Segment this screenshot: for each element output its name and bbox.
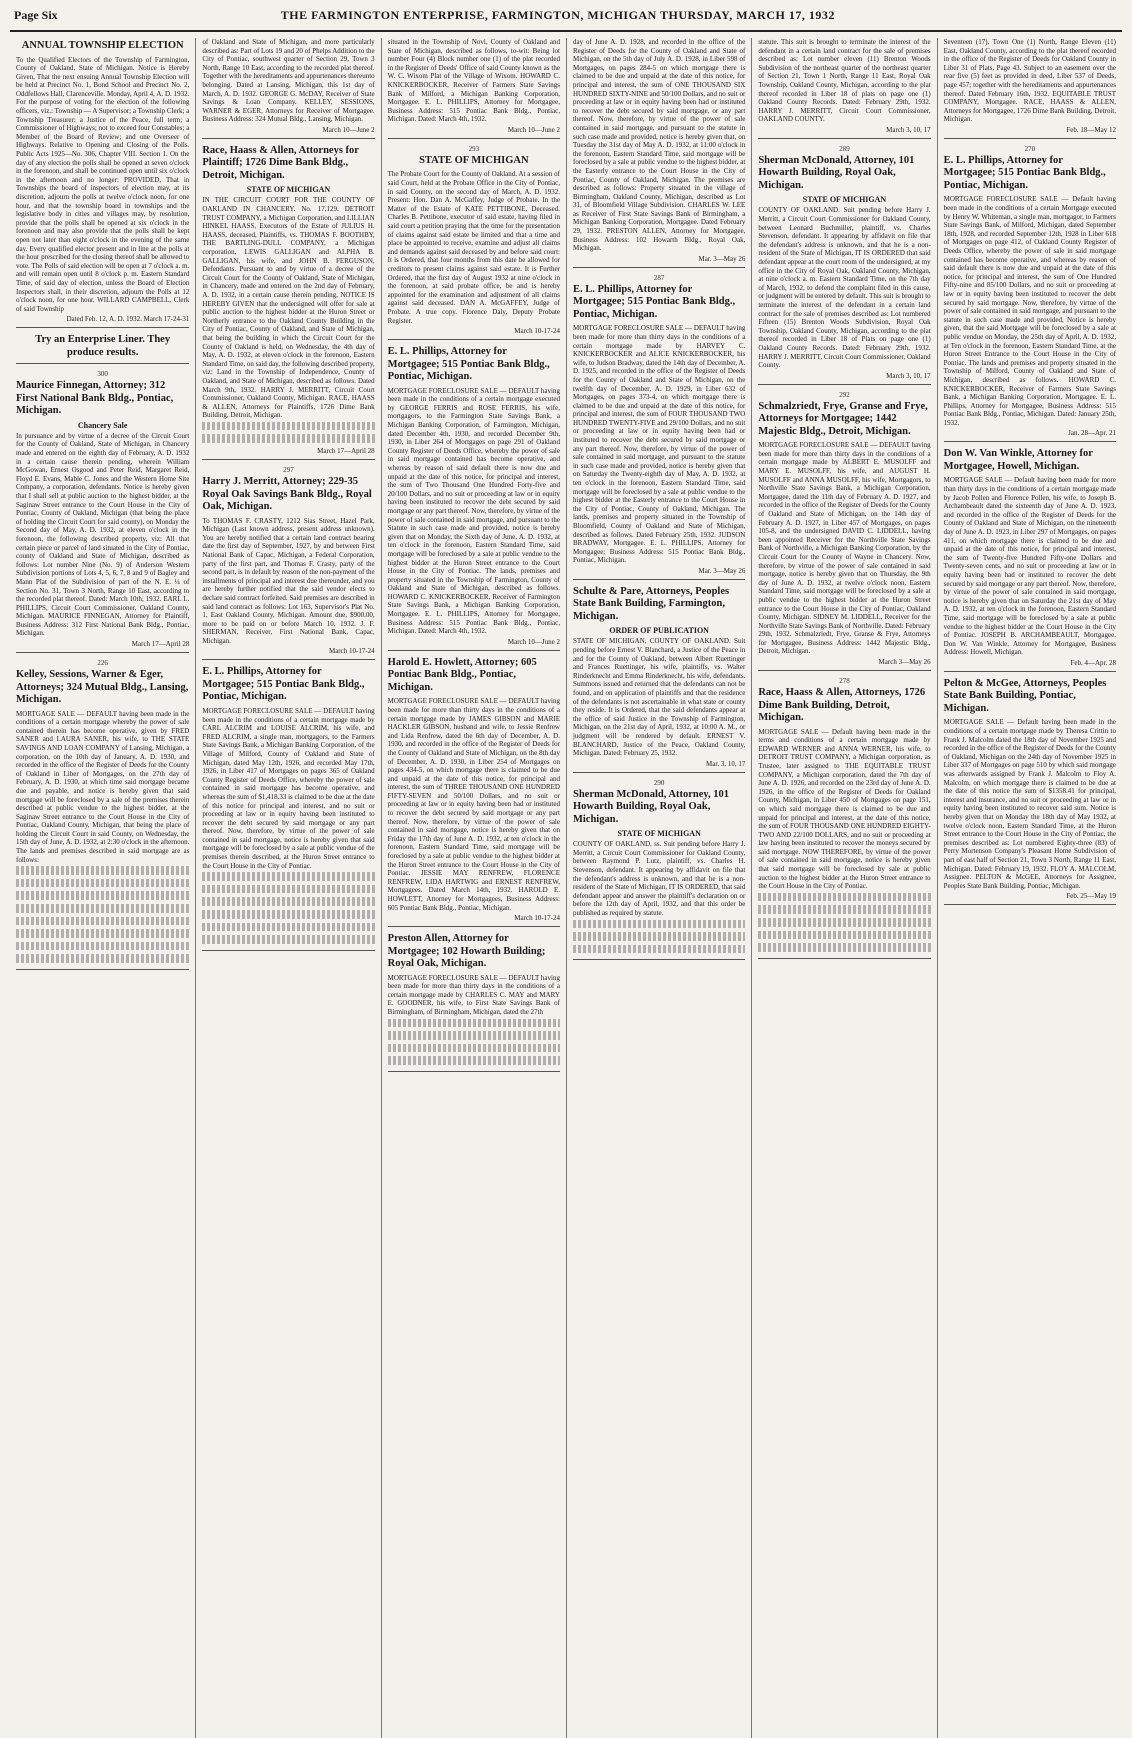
column-4 [566,38,751,1738]
notice-divider [202,459,374,460]
illegible-text-line [16,877,189,890]
notice-divider [16,327,189,328]
notice-body: MORTGAGE FORECLOSURE SALE — DEFAULT having been made for more than thirty days in the conditions of a certain mortgage made by JAMES GIBSON and MARIE HACKLER GIBSON, husband and wife, to Jessie Renfrew and Lida Renfrew, dated the 6th day of December, A. D. 1930, and recorded in the office of the Register of Deeds for the County of Oakland and State of Michigan, on the 8th day of December, A. D. 1930, in Liber 254 of Mortgages on pages 434-5, on which mortgage there is claimed to be due and unpaid at the date of this notice, for principal and interest, the sum of THREE THOUSAND ONE HUNDRED FIFTY-SEVEN and 50/100 Dollars, and no suit or proceeding at law or in equity having been had or instituted to recover the debt secured by said mortgage or any part thereof. Now, therefore, by virtue of the power of sale contained in said mortgage, notice is hereby given that on Friday the 17th day of June A. D. 1932, at ten o'clock in the forenoon, Eastern Standard Time, said mortgage will be foreclosed by a sale at public vendue to the highest bidder at the Huron Street entrance to the Court House in the City of Pontiac. JESSIE MAY RENFREW, FLORENCE RENFREW, LIDA HARTWIG and ERNEST RENFREW, Mortgagees. Dated March 14th, 1932. HAROLD E. HOWLETT, Attorney for Mortgagees, Business Address: 605 Pontiac Bank Bldg., Pontiac, Michigan. [387,697,560,912]
illegible-text-line [388,1029,560,1042]
notice-heading: Pelton & McGee, Attorneys, Peoples State Bank Building, Pontiac, Michigan. [943,677,1107,714]
notice-body: Seventeen (17), Town One (1) North, Range Eleven (11) East, Oakland County, according to the plat thereof recorded in the office of the Register of Deeds for Oakland County in Liber 31 of Plats, Page 43. Subject to an easement over the rear five (5) feet as provided in deed, Liber 537 of Deeds, page 457; together with the hereditaments and appurtenances thereof. Dated February 16th, 1932. EQUITABLE TRUST COMPANY, Mortgagee. RACE, HAASS & ALLEN, Attorneys for Mortgagee, 1726 Dime Bank Building, Detroit, Michigan. [943,38,1116,124]
notice-number: 287 [653,273,665,282]
legal-notice [573,38,745,268]
notice-run-dates: March 10-17-24 [514,327,560,336]
illegible-text-line [758,916,930,929]
notice-run-dates: March 3, 10, 17 [886,371,931,380]
legal-notice [388,657,560,927]
notice-subheading: ORDER OF PUBLICATION [609,626,709,636]
illegible-text-line [202,895,374,908]
illegible-text-line [758,929,930,942]
illegible-text-line [16,952,189,965]
notice-heading: Don W. Van Winkle, Attorney for Mortgagee, Howell, Michigan. [943,448,1093,472]
notice-subheading: STATE OF MICHIGAN [802,195,887,205]
notice-run-dates: Jan. 28—Apr. 21 [1068,429,1116,438]
illegible-text-line [202,908,374,921]
legal-notice [16,40,189,328]
legal-notice [944,448,1116,671]
notice-run-dates: Feb. 4—Apr. 28 [1070,658,1116,667]
legal-notice [202,145,374,460]
notice-heading: Kelley, Sessions, Warner & Eger, Attorneys; 324 Mutual Bldg., Lansing, Michigan. [16,669,189,706]
notice-run-dates: Mar. 3—May 26 [698,254,746,263]
illegible-text-line [16,864,189,877]
notice-subheading: STATE OF MICHIGAN [246,185,331,195]
notice-heading: E. L. Phillips, Attorney for Mortgagee; 515 Pontiac Bank Bldg., Pontiac, Michigan. [943,154,1106,191]
legal-notice [758,677,930,959]
notice-body: MORTGAGE SALE — Default having been made in the terms and conditions of a certain mortgage made by EDWARD WERNER and ANNA WERNER, his wife, to DETROIT TRUST COMPANY, a Michigan corporation, as Trustee, later assigned to THE EQUITABLE TRUST COMPANY, a Michigan corporation, dated the 7th day of June A. D. 1926, and recorded on the 23rd day of June A. D. 1926, in the office of the Register of Deeds for Oakland County, Michigan, in Liber 450 of Mortgages on page 151, on which said mortgage there is claimed to be due and unpaid for principal and interest, at the date of this notice, the sum of FOUR THOUSAND ONE HUNDRED EIGHTY-TWO AND 22/100 DOLLARS, and no suit or proceeding at law having been instituted to recover the moneys secured by said mortgage. NOW THEREFORE, by virtue of the power of sale contained in said mortgage, notice is hereby given that said mortgage will be foreclosed by sale at public auction to the highest bidder at the Huron Street entrance to the Court House in the City of Pontiac. [758,727,931,891]
notice-number: 290 [653,778,665,787]
illegible-text-line [573,943,745,956]
legal-notice [202,666,374,950]
notice-body: IN THE CIRCUIT COURT FOR THE COUNTY OF OAKLAND IN CHANCERY. No. 17,129. DETROIT TRUST COMPANY, a Michigan Corporation, and LILLIAN HINKEL HAASS, Executors of the Estate of JULIUS H. HAASS, deceased, Plaintiffs, vs. THOMAS F. BOOTHBY, THE BARTLING-DULL COMPANY, a Michigan corporation, LEWIS GALLIGAN and ALPHA B. GALLIGAN, his wife, and JOHN B. FERGUSON, Defendants. Pursuant to and by virtue of a decree of the Circuit Court for the County of Oakland, State of Michigan, in Chancery, made and entered on the 2nd day of February, A. D. 1932, in a certain cause therein pending, NOTICE IS HEREBY GIVEN that the undersigned will offer for sale at public auction to the highest bidder at the Huron Street or Northerly entrance to the Oakland County Building in the City of Pontiac, County of Oakland, and State of Michigan, that being the building in which the Circuit Court for the County of Oakland is held, on Wednesday, the 4th day of May, A. D. 1932, at eleven o'clock in the forenoon, Eastern Standard Time, on said day, the following described property, viz: Land in the Township of Independence, County of Oakland, and State of Michigan, described as follows. Dated March 9th, 1932. HARRY J. MERRITT, Circuit Court Commissioner, Oakland County, Michigan. RACE, HAASS & ALLEN, Attorneys for Plaintiffs, 1726 Dime Bank Building, Detroit, Michigan. [202,196,375,420]
notice-subheading: Chancery Sale [77,420,128,430]
notice-body: MORTGAGE SALE — DEFAULT having been made in the conditions of a certain mortgage whereby the power of sale contained therein has become operative, given by FRED SANER and LAURA SANER, his wife, to THE STATE SAVINGS AND LOAN COMPANY of Lansing, Michigan, a corporation, on the 10th day of January, A. D. 1930, and recorded in the office of the Register of Deeds for the County of Oakland in Liber of Mortgages, on the 27th day of February, A. D. 1930, at which time said mortgage became due and payable, and notice is hereby given that said mortgage will be foreclosed by a sale of the premises therein described at public vendue to the highest bidder, at the Saginaw Street entrance to the Court House in the City of Pontiac, Oakland County, Michigan, that being the place of holding the Circuit Court in said County, on Wednesday, the 15th day of June, A. D. 1932, at 2:30 o'clock in the afternoon. The lands and premises described in said mortgage are as follows: [16,709,190,864]
illegible-text-line [202,933,374,946]
newspaper-banner: THE FARMINGTON ENTERPRISE, FARMINGTON, MICHIGAN THURSDAY, MARCH 17, 1932 [280,8,835,22]
notice-divider [388,1071,560,1072]
notice-number: 226 [97,659,108,668]
notice-body: The Probate Court for the County of Oakland. At a session of said Court, held at the Probate Office in the City of Pontiac, in said County, on the second day of March, A. D. 1932. Present: Hon. Dan A. McGaffey, Judge of Probate. In the Matter of the Estate of KATE PETTIBONE, Deceased. Charles B. Pettibone, executor of said estate, having filed in said court a petition praying that the time for the presentation of claims against said estate be limited and that a time and place be appointed to receive, examine and adjust all claims and demands against said deceased by and before said court: It is Ordered, that four months from this date be allowed for creditors to present claims against said estate. It is Further Ordered, that the first day of August 1932 at nine o'clock in the forenoon, at said probate office, be and is hereby appointed for the examination and adjustment of all claims against said deceased. DAN A. McGAFFEY, Judge of Probate. A true copy. Florence Daly, Deputy Probate Register. [387,170,560,325]
notice-run-dates: Dated Feb. 12, A. D. 1932. March 17-24-31 [66,315,190,324]
illegible-text-line [16,889,189,902]
legal-notice [16,370,189,653]
notice-divider [16,969,189,970]
notice-run-dates: Mar. 3—May 26 [698,566,746,575]
legal-notice [388,38,560,139]
notice-divider [944,904,1116,905]
notice-body: MORTGAGE FORECLOSURE SALE — DEFAULT having been made in the conditions of a certain mortgage executed by GEORGE FERRIS and ROSE FERRIS, his wife, mortgagors, to the Farmington State Savings Bank, a Michigan Banking Corporation, of Farmington, Michigan, dated December 4th, 1930, and recorded December 9th, 1930, in Liber 264 of Mortgages on page 291 of Oakland County Register of Deeds Office, whereby the power of sale in said mortgage contained has become operative, and whereas by reason of said default there is now due and unpaid at the date of this notice, for principal and interest, the sum of Two Thousand One Hundred Forty-five and 20/100 Dollars, and no suit or proceeding at law or in equity having been instituted to recover the debt secured by said mortgage or any part thereof. Now, therefore, by virtue of the power of sale contained in said mortgage, and pursuant to the Statute in such case made and provided, notice is hereby given that on Monday, the Sixth day of June, A. D. 1932, at ten o'clock in the forenoon, Eastern Standard Time, said mortgage will be foreclosed by a sale at public vendue to the highest bidder at the Huron Street entrance to the Court House in the City of Pontiac. The lands, premises and property situated in the Township of Farmington, County of Oakland and State of Michigan, described as follows. HOWARD C. KNICKERBOCKER, Receiver of Farmington State Savings Bank, a Michigan Banking Corporation, Mortgagee. E. L. PHILLIPS, Attorney for Mortgagee, Business Address: 515 Pontiac Bank Bldg., Pontiac, Michigan. Dated: March 4th, 1932. [387,386,560,636]
legal-notice [388,933,560,1072]
notice-run-dates: March 17—April 28 [317,447,375,456]
legal-notice [16,334,189,364]
notice-number: 270 [1024,144,1036,153]
legal-notice [758,391,930,671]
notice-heading: Schmalzriedt, Frye, Granse and Frye, Attorneys for Mortgagee; 1442 Majestic Bldg., Detroit, Michigan. [758,400,928,437]
notice-divider [202,950,374,951]
notice-body: COUNTY OF OAKLAND, ss. Suit pending before Harry J. Merritt, a Circuit Court Commissioner for Oakland County, between Raymond P. Lutz, plaintiff, vs. Charles H. Stevenson, defendant. It appearing by affidavit on file that the defendant's address is unknown, and that he is a non-resident of the State of Michigan, IT IS ORDERED, that said defendant appear and answer the plaintiff's declaration on or before the 12th day of April, 1932, and that this order be published as required by statute. [572,840,746,918]
notice-divider [573,579,745,580]
page-masthead [10,6,1122,32]
legal-notice [573,274,745,580]
notice-number: 289 [839,144,850,153]
notice-divider [388,650,560,651]
notice-divider [573,267,745,268]
illegible-text-line [573,918,745,931]
notice-divider [573,959,745,960]
notice-heading: E. L. Phillips, Attorney for Mortgagee; 515 Pontiac Bank Bldg., Pontiac, Michigan. [387,346,550,383]
notice-heading: ANNUAL TOWNSHIP ELECTION [21,40,184,51]
notice-divider [16,363,189,364]
illegible-text-line [16,927,189,940]
legal-notice [388,346,560,651]
notice-body: MORTGAGE FORECLOSURE SALE — DEFAULT having been made in the conditions of a certain mortgage made by CARL ALCRIM and LOUISE ALCRIM, his wife, and FRED ALCRIM, a single man, mortgagors, to the Farmers State Savings Bank, a Michigan Banking Corporation, of the Village of Milford, County of Oakland and State of Michigan, dated May 12th, 1926, and recorded May 17th, 1926, in Liber 417 of Mortgages on pages 365 of Oakland County Register of Deeds Office, whereby the power of sale contained in said mortgage has become operative, and whereas the sum of $1,418.33 is claimed to be due at the date of this notice for principal and interest, and no suit or proceeding at law or in equity having been instituted to recover the debt secured by said mortgage or any part thereof. Now, therefore, by virtue of the power of sale contained in said mortgage, notice is hereby given that said mortgage will be foreclosed by a sale at public vendue of the premises therein described, at the Huron Street entrance to the Court House in the City of Pontiac. [202,706,375,870]
illegible-text-line [758,891,930,904]
notice-divider [944,671,1116,672]
notice-heading: Schulte & Pare, Attorneys, Peoples State Bank Building, Farmington, Michigan. [572,585,730,622]
notice-run-dates: March 17—April 28 [131,640,190,649]
notice-body: statute. This suit is brought to terminate the interest of the defendant in a certain land contract for the sale of premises described as: Lot number eleven (11) Brenton Woods Subdivision of the northeast quarter of the northeast quarter of Section 21, Town 1 North, Range 11 East, Royal Oak Township, Oakland County, Michigan, according to the plat thereof recorded in Liber 18 of plats on page one (1) Oakland County Records. Dated: February 29th, 1932. HARRY J. MERRITT, Circuit Court Commissioner, OAKLAND COUNTY. [758,38,931,124]
column-2 [195,38,380,1738]
notice-divider [944,138,1116,139]
notice-number: 297 [283,466,294,475]
legal-notice [573,586,745,773]
notice-divider [944,441,1116,442]
notice-body: of Oakland and State of Michigan, and more particularly described as: Part of Lots 19 and 20 of Phelps Addition to the City of Pontiac, southwest quarter of Section 29, Town 3 North, Range 10 East, according to the recorded plat thereof. Together with the hereditaments and appurtenances thereunto belonging. Dated at Lansing, Michigan, this 1st day of March, A. D. 1932. GEORGE G. McDAY, Receiver of State Savings & Loan Company. KELLEY, SESSIONS, WARNER & EGER, Attorneys for Receiver of Mortgagee. Business Address: 324 Mutual Bldg., Lansing, Michigan. [202,38,375,124]
notice-number: 293 [468,144,480,153]
notice-heading: STATE OF MICHIGAN [419,154,529,166]
notice-heading: Maurice Finnegan, Attorney; 312 First National Bank Bldg., Pontiac, Michigan. [16,380,174,417]
notice-divider [388,138,560,139]
notice-divider [758,958,930,959]
legal-notice [202,38,374,139]
column-3 [381,38,566,1738]
notice-body: MORTGAGE SALE — Default having been made for more than thirty days in the conditions of a certain mortgage made by Jacob Pollen and Florence Pollen, his wife, to Joseph B. Archambeault dated the sixteenth day of June A. D. 1923, and recorded in the office of the Register of Deeds for the County of Oakland and State of Michigan, on the nineteenth day of June A. D. 1923, in Liber 297 of Mortgages, on pages 411, on which mortgage there is claimed to be due and unpaid at the date of this notice, for principal and interest, the sum of Twenty-five Hundred Fifty-one Dollars and Twenty-seven cents, and no suit or proceeding at law or in equity having been had or instituted to recover the debt secured by said mortgage or any part thereof. Now, therefore, by virtue of the power of sale contained in said mortgage, notice is hereby given that on Saturday the 21st day of May A. D. 1932, at ten o'clock in the forenoon, Eastern Standard Time, said mortgage will be foreclosed by a sale at public vendue to the highest bidder at the Court House in the City of Pontiac. JOSEPH B. ARCHAMBEAULT, Mortgagee. Don W. Van Winkle, Attorney for Mortgagee, Business Address: Howell, Michigan. [943,476,1116,657]
notice-body: In pursuance and by virtue of a decree of the Circuit Court for the County of Oakland, State of Michigan, in Chancery made and entered on the eighth day of February, A. D. 1932 in a certain cause therein pending, wherein William McGowan, Ernest Osgood and Peter Reid, Margaret Reid, Floyd E. Evans, Mable C. Jones and the Western Home Site Company, a corporation, defendants. Notice is hereby given that I shall sell at public auction to the highest bidder, at the Saginaw Street entrance to the Court House in the City of Pontiac, County of Oakland, Michigan (that being the place of holding the Circuit Court for said county), on Monday the Second day of May, A. D. 1932, at eleven o'clock in the forenoon, the following described property, viz: All that certain piece or parcel of land situated in the City of Pontiac, county of Oakland and State of Michigan, described as follows: Lot number Nine (No. 9) of Anderson Western Subdivision portions of Lots 4, 5, 6, 7, 8 and 9 of Bagley and Mann Plat of the Subdivision of part of the N. E. ¼ of Section No. 31, Town 3 North, Range 10 East, according to the recorded plat thereof. Dated: March 10th, 1932. EARL L. PHILLIPS, Circuit Court Commissioner, Oakland County, Michigan. MAURICE FINNEGAN, Attorney for Plaintiff, Business Address: 312 First National Bank Bldg., Pontiac, Michigan. [16,431,190,638]
illegible-text-line [573,930,745,943]
illegible-text-line [202,420,374,433]
notice-run-dates: March 10-17-24 [328,647,375,656]
illegible-text-line [202,870,374,883]
legal-notice [573,779,745,961]
notice-heading: Race, Haass & Allen, Attorneys, 1726 Dime Bank Building, Detroit, Michigan. [758,687,926,724]
legal-notice [944,678,1116,905]
notice-divider [758,138,930,139]
notice-number: 300 [97,370,108,379]
legal-notice [202,466,374,660]
illegible-text-line [388,1017,560,1030]
notice-heading: Harold E. Howlett, Attorney; 605 Pontiac Bank Bldg., Pontiac, Michigan. [387,656,537,693]
notice-run-dates: March 3, 10, 17 [886,125,931,134]
illegible-text-line [202,921,374,934]
legal-notice [758,145,930,385]
notice-run-dates: Feb. 18—May 12 [1066,125,1116,134]
notice-divider [758,384,930,385]
notice-number: 292 [839,390,850,399]
column-5 [751,38,936,1738]
notice-run-dates: March 10-17-24 [514,914,560,923]
illegible-text-line [16,915,189,928]
page-number: Page Six [14,8,58,22]
notice-run-dates: March 10—June 2 [507,125,560,134]
notice-heading: Race, Haass & Allen, Attorneys for Plaintiff; 1726 Dime Bank Bldg., Detroit, Michigan. [202,144,359,181]
illegible-text-line [388,1054,560,1067]
illegible-text-line [16,940,189,953]
notice-run-dates: March 10—June 2 [507,637,560,646]
notice-body: STATE OF MICHIGAN, COUNTY OF OAKLAND. Suit pending before Ernest V. Blanchard, a Justice of the Peace in and for the County of Oakland, between Albert Ruettinger and Frances Ruettinger, his wife, plaintiffs, vs. Walter Rinderknecht and Emma Rinderknecht, his wife, defendants. Summons issued and returned that the defendants can not be found, and on application of plaintiffs and that the residence of the defendants is not ascertainable in what state or county they reside. It is Ordered, that the said defendants appear at the office of said Justice in the Township of Farmington, Michigan, on the 21st day of April, 1932, at 10:00 A. M., or judgment will be rendered by default. ERNEST V. BLANCHARD, Justice of the Peace, Oakland County, Michigan. Dated: February 25, 1932. [572,637,746,758]
notice-body: COUNTY OF OAKLAND. Suit pending before Harry J. Merritt, a Circuit Court Commissioner for Oakland County, between Leonard Buchmiller, plaintiff, vs. Charles Stevenson, defendant. It appearing by affidavit on file that the defendant's address is unknown, and that he is a non-resident of the State of Michigan, IT IS ORDERED that said defendant appear at the court room of the undersigned, at my office in the City of Royal Oak, Oakland County, Michigan, at nine o'clock a. m. Eastern Standard Time, on the 7th day of March, 1932, to defend the complaint filed in this cause, or judgment will be entered by default. This suit is brought to terminate the interest of the defendant in a certain land contract for the sale of premises described as: Lot numbered Fifteen (15) Brenton Woods Subdivision, Royal Oak Township, Oakland County, Michigan, according to the plat thereof recorded in Liber 18 of Plats on page one (1) Oakland County Records. Dated: February 29th, 1932. HARRY J. MERRITT, Circuit Court Commissioner, Oakland County. [758,206,931,370]
notice-body: To THOMAS F. CRASTY, 1212 Sias Street, Hazel Park, Michigan (Last known address, present address unknown). You are hereby notified that a certain land contract bearing date the first day of September, 1927, by and between First National Bank of Capac, Michigan, a Federal Corporation, party of the first part, and Thomas F. Crasty, party of the second part, is in default by reason of the non-payment of the installments of principal and interest due thereunder, and you are hereby further notified that the said vendor elects to declare said contract forfeited. Said premises are described in said land contract as follows: Lot 163, Supervisor's Plat No. 1, East Oakland County, Michigan. Amount due, $900.00, more to be paid on or before March 10, 1932. J. F. SHERMAN, Receiver, First National Bank, Capac, Michigan. [202,516,375,645]
notice-run-dates: March 10—June 2 [322,125,375,134]
notice-heading: Harry J. Merritt, Attorney; 229-35 Royal Oak Savings Bank Bldg., Royal Oak, Michigan. [202,476,372,513]
notice-body: MORTGAGE FORECLOSURE SALE — DEFAULT having been made for more than thirty days in the conditions of a certain mortgage made by HARVEY C. KNICKERBOCKER and ALICE KNICKERBOCKER, his wife, to Judson Bradway, dated the 14th day of December, A. D. 1925, and recorded in the office of the Register of Deeds for the County of Oakland and State of Michigan, on the twelfth day of December, A. D. 1929, in Liber 632 of Mortgages, on pages 373-4, on which mortgage there is claimed to be due and unpaid at the date of this notice, for principal and interest, the sum of FOUR THOUSAND TWO HUNDRED TWENTY-FIVE and 29/100 Dollars, and no suit or proceeding at law or in equity having been had or instituted to recover the debt secured by said mortgage or any part thereof. Now, therefore, by virtue of the power of sale contained in said mortgage, and pursuant to the statute in such case made and provided, notice is hereby given that on Saturday the Twenty-eighth day of May, A. D. 1932, at ten o'clock in the forenoon, Eastern Standard Time, said mortgage will be foreclosed by a sale at public vendue to the highest bidder at the Easterly entrance to the Court House in the City of Pontiac, County of Oakland, Michigan. The lands, premises and property situated in the Township of Bloomfield, County of Oakland and State of Michigan, described as follows. Dated February 25th, 1932. JUDSON BRADWAY, Mortgagee. E. L. PHILLIPS, Attorney for Mortgagee; Business Address: 515 Pontiac Bank Bldg., Pontiac, Michigan. [572,324,746,565]
notice-run-dates: March 3—May 26 [878,658,931,667]
illegible-text-line [388,1042,560,1055]
notice-body: MORTGAGE SALE — Default having been made in the conditions of a certain mortgage made by Theresa Crittin to Frank J. Malcolm dated the 18th day of November 1925 and recorded in the office of the Register of Deeds for the County of Oakland, Michigan on the 24th day of November 1925 in Liber 337 of Mortgages on page 510 by which said mortgage was afterwards assigned by Frank J. Malcolm to Floy A. Malcolm, on which mortgage there is claimed to be due at the date of this notice the sum of $1358.41 for principal, interest and insurance, and no suit or proceeding at law or in equity having been instituted to recover said sum. Notice is hereby given that on Monday the 18th day of May 1932, at twelve o'clock noon, Eastern Standard Time, at the Huron Street entrance to the Court House in the City of Pontiac, the premises described as: Lot numbered Eighty-three (83) of Perry Mortenson Company's Pleasant Home Subdivision of part of east half of Section 21, Town 3 North, Range 11 East, Michigan. Dated: February 19, 1932. FLOY A. MALCOLM, Assignee. PELTON & McGEE, Attorneys for Assignee, Peoples State Bank Building, Pontiac, Michigan. [943,718,1116,890]
legal-notice [758,38,930,139]
notice-divider [202,659,374,660]
notice-run-dates: Feb. 25—May 19 [1066,892,1116,901]
notice-divider [573,772,745,773]
notice-heading: Sherman McDonald, Attorney, 101 Howarth Building, Royal Oak, Michigan. [572,788,730,825]
notice-heading: Preston Allen, Attorney for Mortgagee; 102 Howarth Building; Royal Oak, Michigan. [387,933,546,970]
legal-notice [388,145,560,340]
illegible-text-line [202,883,374,896]
notice-divider [758,670,930,671]
illegible-text-line [758,903,930,916]
notice-body: MORTGAGE FORECLOSURE SALE — Default having been made in the conditions of a certain Mortgage executed by Henry W. Whiteman, a single man, mortgagor, to Farmers State Savings Bank, of Milford, Michigan, dated September 18th, 1928, and recorded September 12th, 1928 in Liber 618 of Mortgages on page 412, of Oakland County Register of Deeds Office, whereby the power of sale in said mortgage contained has become operative, and whereas by reason of said default there is now due and unpaid at the date of this notice, for principal and interest, the sum of One Hundred Fifty-nine and 85/100 Dollars, and no suit or proceeding at law or in equity having been instituted to recover the debt secured by said mortgage. Now, therefore, by virtue of the power of sale contained in said mortgage, and pursuant to the statute in such case made and provided, Notice is hereby given, that the said Mortgage will be foreclosed by a sale at public vendue on Monday, the 25th day of April, A. D. 1932, at Ten o'clock in the forenoon, Eastern Standard Time, at the Huron Street Entrance to the Court House in the City of Pontiac. The lands and premises and property situated in the Township of Milford, County of Oakland and State of Michigan, described as follows. HOWARD C. KNICKERBOCKER, Receiver of Farmers State Savings Bank, a Michigan Banking Corporation, Mortgagee. E. L. Phillips, Attorney for Mortgagee, Business Address: 515 Pontiac Bank Bldg., Pontiac, Michigan. Dated: January 25th, 1932. [943,195,1116,427]
notice-body: To the Qualified Electors of the Township of Farmington, County of Oakland, State of Michigan. Notice is Hereby Given, That the next ensuing Annual Township Election will be held at Precinct No. 1, Bond School and Precinct No. 2, Oddfellows Hall, Clarenceville. Monday, April 4, A. D. 1932. For the purpose of voting for the election of the following officers, viz.: Township — A Supervisor; a Township Clerk; a Township Treasurer; a Justice of the Peace, full term; a Commissioner of Highways; not to exceed four Constables; a Member of the Board of Review; and one Overseer of Highways. Relative to Opening and Closing of the Polls. Public Acts 1925—No. 306, Chapter VIII. Section 1. On the day of any election the polls shall be opened at seven o'clock in the forenoon, and shall be continued open until six o'clock in the afternoon and no longer: PROVIDED, That in Townships the board of inspectors of election may, at its discretion, adjourn the polls at twelve o'clock noon, for one hour, and that the township board in townships and the legislative body in cities and villages may, by resolution, provide that the polls shall be opened at six o'clock in the forenoon and may also provide that the polls shall be kept open not later than eight o'clock in the evening of the same day. Every qualified elector present and in line at the polls at the hour prescribed for the closing thereof shall be allowed to vote. The Polls of said election will be open at 7 o'clock a. m. and will remain open until 8 o'clock p. m. Eastern Standard Time, of said day of election, unless the Board of Election Inspectors shall, in their discretion, adjourn the Polls at 12 o'clock noon, for one hour. WILLARD CAMPBELL, Clerk of said Township [16,55,190,313]
notice-subheading: STATE OF MICHIGAN [617,829,701,839]
notice-divider [388,339,560,340]
notice-run-dates: Mar. 3, 10, 17 [706,759,746,768]
notice-number: 278 [839,677,850,686]
illegible-text-line [16,902,189,915]
notice-heading: Try an Enterprise Liner. They produce results. [35,334,171,358]
notice-divider [388,926,560,927]
illegible-text-line [202,432,374,445]
legal-notice [16,659,189,970]
notice-divider [16,652,189,653]
illegible-text-line [758,941,930,954]
notice-body: MORTGAGE FORECLOSURE SALE — DEFAULT having been made for more than thirty days in the conditions of a certain mortgage made by ALBERT E. MUSOLFF and MARY E. MUSOLFF, his wife, and AUGUST H. MUSOLFF and ANNA MUSOLFF, his wife, Mortgagors, to Northville State Savings Bank, a Michigan Corporation, Mortgagee, dated the 11th day of February A. D. 1927, and recorded in the office of the Register of Deeds for the County of Oakland and State of Michigan, on the 14th day of February A. D. 1927, in Liber 457 of Mortgages, on pages 105-8, and the undersigned DAVID C. LIDDELL, having been appointed Receiver for the Northville State Savings Bank of Northville, a Michigan Banking Corporation, by the Circuit Court for the County of Wayne in Chancery. Now, therefore, by virtue of the power of sale contained in said mortgage, notice is hereby given that on Thursday, the 9th day of June A. D. 1932, at twelve o'clock noon, Eastern Standard Time, said mortgage will be foreclosed by a sale at public vendue to the highest bidder at the Huron Street entrance to the Court House in the City of Pontiac, Oakland County, Michigan. SIDNEY M. LIDDELL, Receiver for the Northville State Savings Bank of Northville. Dated: February 29th, 1932. Schmalzriedt, Frye, Granse & Frye, Attorneys for Mortgagee, Business Address: 1442 Majestic Bldg., Detroit, Michigan. [758,441,931,656]
column-1 [10,38,195,1738]
notice-body: MORTGAGE FORECLOSURE SALE — DEFAULT having been made for more than thirty days in the conditions of a certain mortgage made by CHARLES C. MAY and MARY E. GOODNER, his wife, to First State Savings Bank of Birmingham, of Birmingham, Michigan, dated the 27th [387,973,560,1017]
legal-notice [944,38,1116,139]
notice-heading: Sherman McDonald, Attorney, 101 Howarth Building, Royal Oak, Michigan. [758,154,915,191]
legal-notices-columns [10,38,1122,1738]
notice-body: situated in the Township of Novi, County of Oakland and State of Michigan, described as follows, to-wit: Being lot number Four (4) Block number one (1) of the plat recorded in the Register of Deeds' Office of said County known as the W. C. Wixom Plat of the Village of Wixom. HOWARD C. KNICKERBOCKER, Receiver of Farmers State Savings Bank of Milford, a Michigan Banking Corporation, Mortgagee. E. L. PHILLIPS, Attorney for Mortgagee, Business Address: 515 Pontiac Bank Bldg., Pontiac, Michigan. Dated: March 4th, 1932. [387,38,560,124]
legal-notice [944,145,1116,443]
notice-body: day of June A. D. 1928, and recorded in the office of the Register of Deeds for the County of Oakland and State of Michigan, on the 5th day of July A. D. 1928, in Liber 598 of Mortgages, on pages 284-5 on which mortgage there is claimed to be due and unpaid at the date of this notice, for principal and interest, the sum of ONE THOUSAND SIX HUNDRED SIXTY-NINE and 50/100 Dollars, and no suit or proceeding at law or in equity having been had or instituted to recover the debt secured by said mortgage, or any part thereof. Now, therefore, by virtue of the power of sale contained in said mortgage, and pursuant to the statute in such case made and provided, notice is hereby given that, on Tuesday the 31st day of May A. D. 1932, at 11:00 o'clock in the forenoon, Eastern Standard Time, said mortgage will be foreclosed by a sale at public vendue to the highest bidder, at the Easterly entrance to the Court House in the City of Pontiac, County of Oakland, Michigan. The premises are described as follows: Property situated in the village of Birmingham, Oakland County, Michigan, described as Lot 31, of Bloomfield Village Subdivision. CHARLES W. LEE as Receiver of First State Savings Bank of Birmingham, a Michigan Banking Corporation, Mortgagee. Dated February 29, 1932. PRESTON ALLEN, Attorney for Mortgagee, Business Address: 102 Howarth Bldg., Royal Oak, Michigan. [572,38,746,253]
notice-divider [202,138,374,139]
notice-heading: E. L. Phillips, Attorney for Mortgagee; 515 Pontiac Bank Bldg., Pontiac, Michigan. [202,666,365,703]
column-6 [937,38,1122,1738]
notice-heading: E. L. Phillips, Attorney for Mortgagee; 515 Pontiac Bank Bldg., Pontiac, Michigan. [572,283,736,320]
